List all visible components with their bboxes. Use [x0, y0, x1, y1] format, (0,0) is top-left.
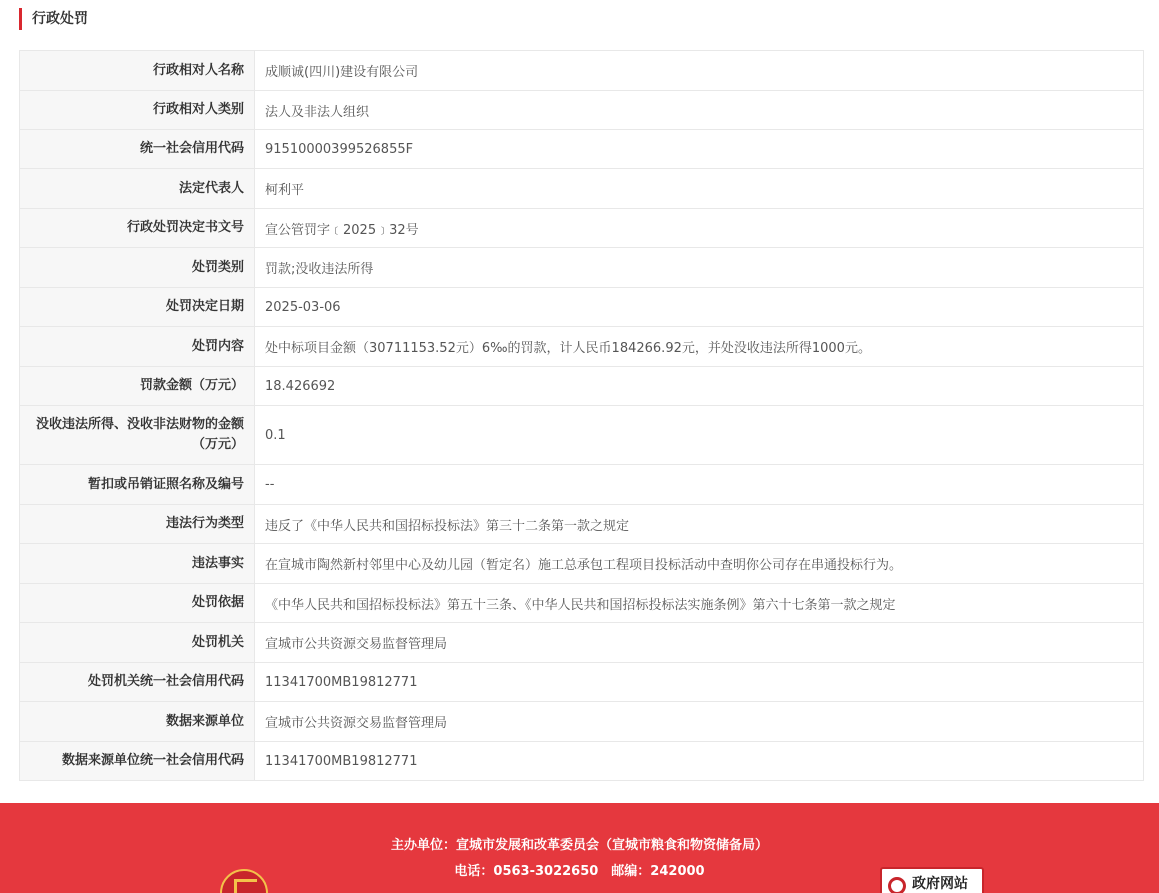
table-row: [20, 742, 1144, 781]
gov-website-badge[interactable]: [880, 867, 984, 893]
row-label: 处罚类别: [20, 248, 255, 288]
row-value: 宣城市公共资源交易监督管理局: [255, 702, 1144, 742]
row-label: 行政相对人名称: [20, 51, 255, 91]
footer-contact: 电话：0563-3022650 邮编：242000: [454, 864, 705, 879]
table-row: [20, 248, 1144, 288]
row-value: 宣城市公共资源交易监督管理局: [255, 623, 1144, 663]
row-value: 成顺诚(四川)建设有限公司: [255, 51, 1144, 91]
table-row: [20, 367, 1144, 406]
gov-logo-icon: [888, 877, 906, 893]
table-row: [20, 702, 1144, 742]
table-row: [20, 209, 1144, 248]
row-label: 数据来源单位统一社会信用代码: [20, 742, 255, 781]
gov-badge-label: 政府网站: [912, 876, 968, 892]
table-row: [20, 623, 1144, 663]
table-row: [20, 51, 1144, 91]
row-value: 处中标项目金额（30711153.52元）6‰的罚款，计人民币184266.92元，并处没收违法所得1000元。: [255, 327, 1144, 367]
row-label: 处罚决定日期: [20, 288, 255, 327]
row-value: 《中华人民共和国招标投标法》第五十三条、《中华人民共和国招标投标法实施条例》第六十七条第一款之规定: [255, 584, 1144, 623]
row-label: 违法行为类型: [20, 505, 255, 544]
table-row: [20, 91, 1144, 130]
table-row: [20, 663, 1144, 702]
row-label: 暂扣或吊销证照名称及编号: [20, 465, 255, 505]
row-label: 法定代表人: [20, 169, 255, 209]
table-row: [20, 327, 1144, 367]
row-label: 行政处罚决定书文号: [20, 209, 255, 248]
row-value: 11341700MB19812771: [255, 742, 1144, 781]
row-label: 行政相对人类别: [20, 91, 255, 130]
row-label: 处罚依据: [20, 584, 255, 623]
table-row: [20, 584, 1144, 623]
row-label: 处罚机关: [20, 623, 255, 663]
table-row: [20, 505, 1144, 544]
row-value: 91510000399526855F: [255, 130, 1144, 169]
row-label: 数据来源单位: [20, 702, 255, 742]
row-value: 2025-03-06: [255, 288, 1144, 327]
row-value: 18.426692: [255, 367, 1144, 406]
row-value: 违反了《中华人民共和国招标投标法》第三十二条第一款之规定: [255, 505, 1144, 544]
row-label: 罚款金额（万元）: [20, 367, 255, 406]
table-row: [20, 465, 1144, 505]
row-label: 处罚内容: [20, 327, 255, 367]
row-value: 宣公管罚字﹝2025﹞32号: [255, 209, 1144, 248]
row-label: 统一社会信用代码: [20, 130, 255, 169]
row-label: 处罚机关统一社会信用代码: [20, 663, 255, 702]
row-value: 在宣城市陶然新村邻里中心及幼儿园（暂定名）施工总承包工程项目投标活动中查明你公司存在串通投标行为。: [255, 544, 1144, 584]
row-value: 法人及非法人组织: [255, 91, 1144, 130]
row-label: 违法事实: [20, 544, 255, 584]
row-value: 11341700MB19812771: [255, 663, 1144, 702]
table-row: [20, 288, 1144, 327]
table-row: [20, 406, 1144, 465]
table-row: [20, 169, 1144, 209]
row-label: 没收违法所得、没收非法财物的金额（万元）: [20, 406, 255, 465]
footer-sponsor: 主办单位：宣城市发展和改革委员会（宣城市粮食和物资储备局）: [390, 838, 768, 853]
site-footer: [0, 803, 1159, 893]
row-value: --: [255, 465, 1144, 505]
row-value: 0.1: [255, 406, 1144, 465]
row-value: 柯利平: [255, 169, 1144, 209]
penalty-info-table: [19, 50, 1144, 781]
table-row: [20, 544, 1144, 584]
row-value: 罚款;没收违法所得: [255, 248, 1144, 288]
section-title: 行政处罚: [19, 8, 88, 30]
table-row: [20, 130, 1144, 169]
